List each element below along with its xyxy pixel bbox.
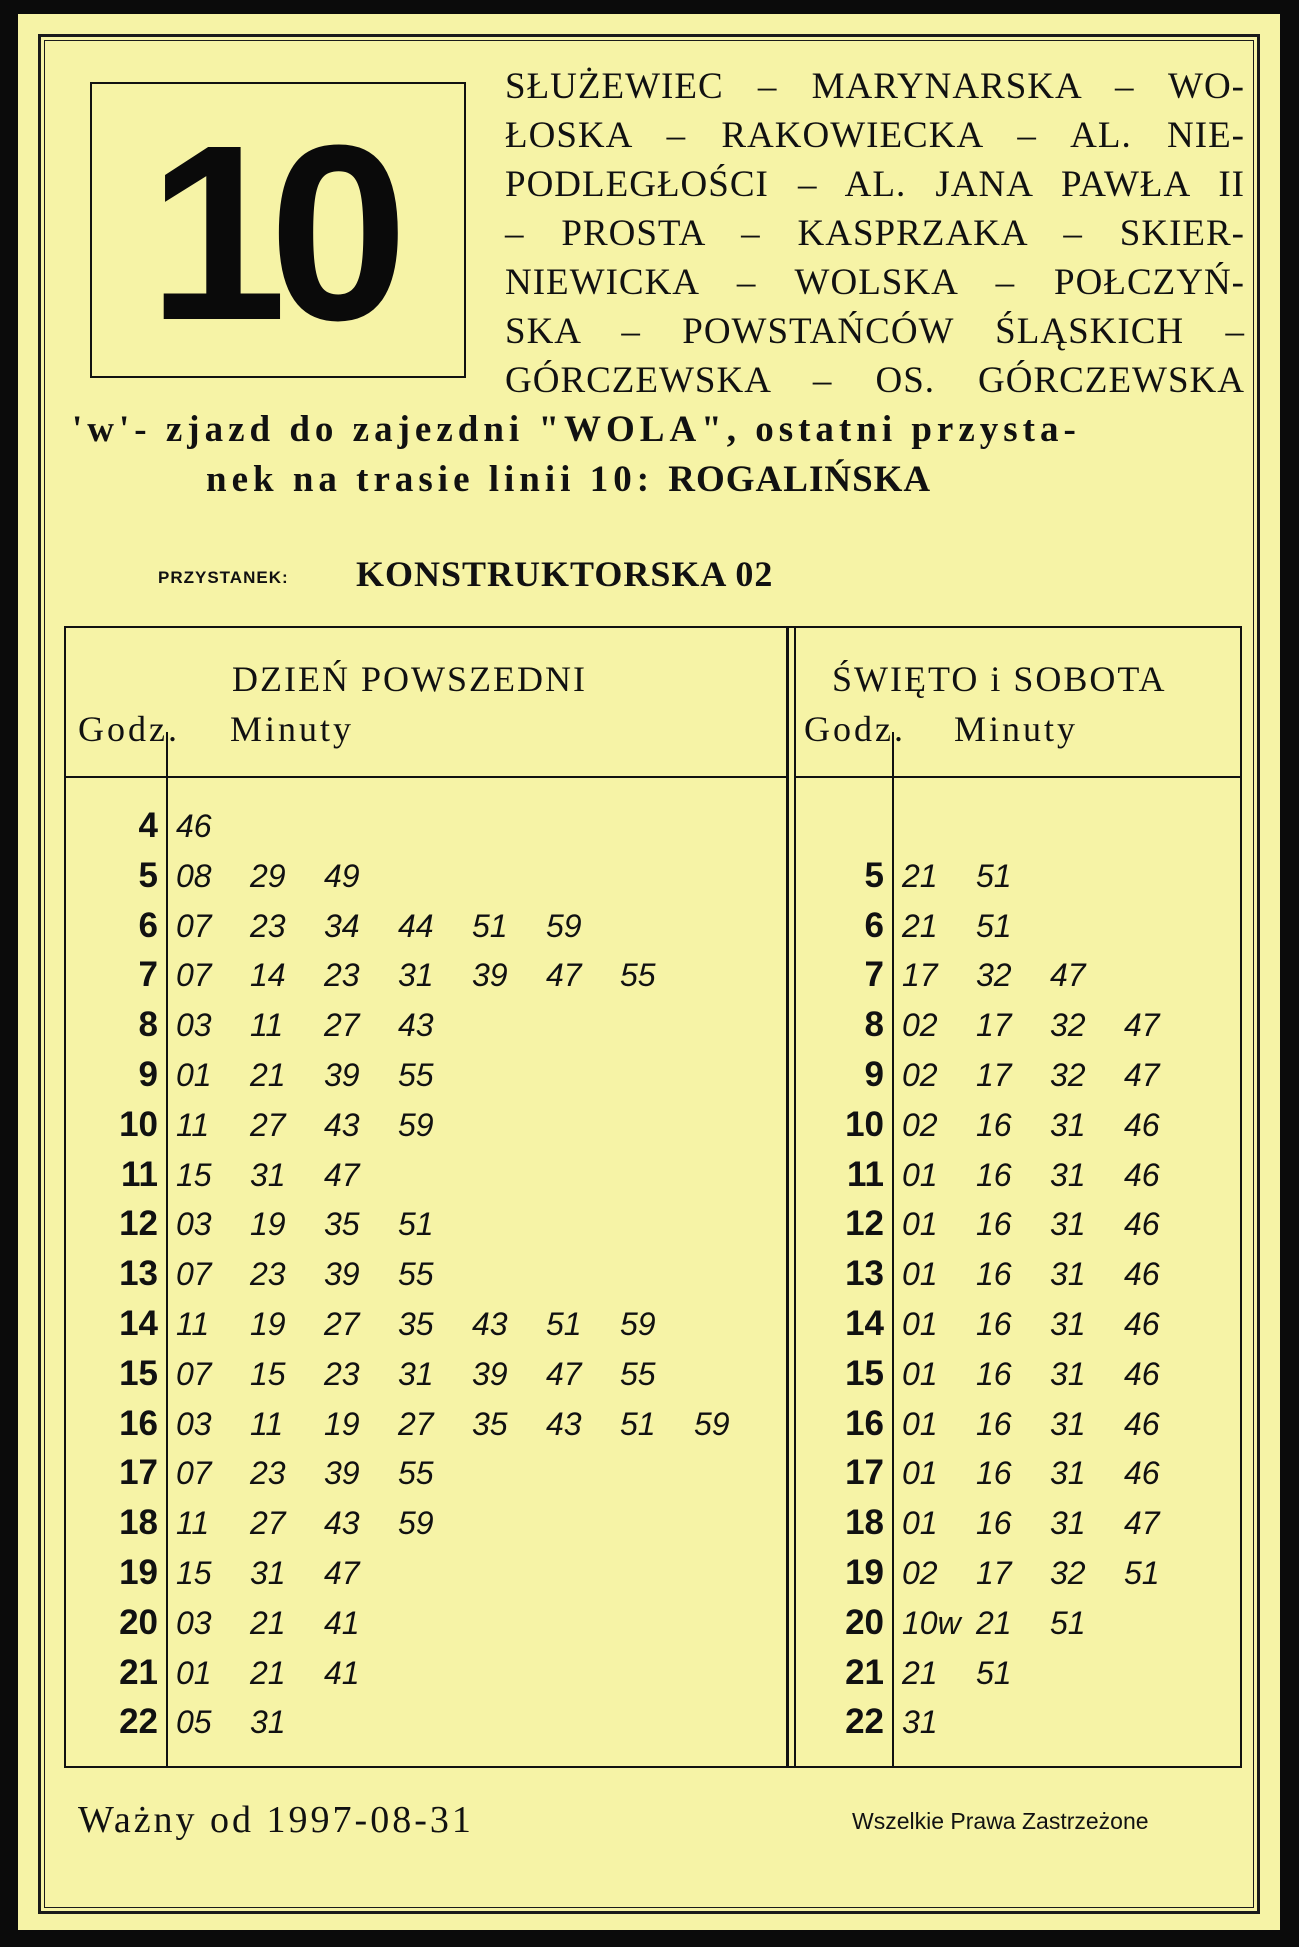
departure-minute: 47 xyxy=(1124,1505,1160,1541)
departure-minute: 31 xyxy=(1050,1206,1086,1242)
departure-minute: 21 xyxy=(902,858,938,894)
departure-minute: 16 xyxy=(976,1107,1012,1143)
departure-minute: 27 xyxy=(324,1007,360,1043)
departure-minute: 31 xyxy=(1050,1256,1086,1292)
departure-minute: 51 xyxy=(976,858,1012,894)
departure-minute: 21 xyxy=(976,1605,1012,1641)
departure-minute: 15 xyxy=(176,1555,212,1591)
departure-minute: 51 xyxy=(398,1206,434,1242)
departure-minute: 15 xyxy=(176,1157,212,1193)
departure-minute: 01 xyxy=(902,1206,938,1242)
departure-minute: 39 xyxy=(324,1455,360,1491)
line-number-box xyxy=(90,82,466,378)
departure-minute: 59 xyxy=(694,1406,730,1442)
departure-minute: 46 xyxy=(1124,1455,1160,1491)
departure-minute: 01 xyxy=(902,1356,938,1392)
weekday-minutes xyxy=(176,1105,472,1145)
departure-minute: 19 xyxy=(250,1206,286,1242)
weekday-minutes xyxy=(176,955,694,995)
stop-label: PRZYSTANEK: xyxy=(158,568,289,587)
departure-minute: 07 xyxy=(176,1356,212,1392)
departure-minute: 43 xyxy=(472,1306,508,1342)
departure-minute: 55 xyxy=(620,957,656,993)
depot-note-line: 'w'- zjazd do zajezdni "WOLA", ostatni przysta- xyxy=(72,409,1081,450)
departure-minute: 03 xyxy=(176,1007,212,1043)
departure-minute: 01 xyxy=(902,1455,938,1491)
route-line: SŁUŻEWIEC – MARYNARSKA – WO- xyxy=(505,66,1245,107)
departure-minute: 55 xyxy=(398,1455,434,1491)
departure-minute: 21 xyxy=(250,1655,286,1691)
departure-minute: 39 xyxy=(324,1057,360,1093)
departure-minute: 17 xyxy=(976,1057,1012,1093)
departure-minute: 23 xyxy=(324,957,360,993)
weekday-minutes xyxy=(176,1653,398,1693)
departure-minute: 07 xyxy=(176,908,212,944)
holiday-minutes xyxy=(902,1204,1198,1244)
departure-minute: 39 xyxy=(472,957,508,993)
departure-minute: 21 xyxy=(902,908,938,944)
weekday-hour: 18 xyxy=(119,1503,158,1542)
weekday-hour: 12 xyxy=(119,1204,158,1243)
departure-minute: 32 xyxy=(1050,1555,1086,1591)
departure-minute: 47 xyxy=(546,957,582,993)
holiday-hour: 8 xyxy=(864,1005,884,1044)
departure-minute: 35 xyxy=(398,1306,434,1342)
route-line: GÓRCZEWSKA – OS. GÓRCZEWSKA xyxy=(505,360,1245,401)
departure-minute: 21 xyxy=(902,1655,938,1691)
departure-minute: 51 xyxy=(1050,1605,1086,1641)
departure-minute: 31 xyxy=(1050,1505,1086,1541)
departure-minute: 44 xyxy=(398,908,434,944)
weekday-minutes xyxy=(176,1702,324,1742)
departure-minute: 23 xyxy=(250,1256,286,1292)
weekday-minutes xyxy=(176,1354,694,1394)
weekday-hour: 4 xyxy=(138,806,158,845)
route-line: ŁOSKA – RAKOWIECKA – AL. NIE- xyxy=(505,115,1245,156)
departure-minute: 51 xyxy=(1124,1555,1160,1591)
departure-minute: 31 xyxy=(1050,1455,1086,1491)
weekday-minutes xyxy=(176,1254,472,1294)
departure-minute: 51 xyxy=(976,1655,1012,1691)
departure-minute: 07 xyxy=(176,1455,212,1491)
holiday-minutes xyxy=(902,1155,1198,1195)
departure-minute: 46 xyxy=(1124,1157,1160,1193)
holiday-hour: 15 xyxy=(845,1354,884,1393)
departure-minute: 35 xyxy=(324,1206,360,1242)
weekday-minutes xyxy=(176,1055,472,1095)
holiday-minutes xyxy=(902,1404,1198,1444)
departure-minute: 01 xyxy=(902,1505,938,1541)
holiday-minutes xyxy=(902,1603,1124,1643)
departure-minute: 31 xyxy=(250,1555,286,1591)
weekday-hour: 6 xyxy=(138,906,158,945)
departure-minute: 47 xyxy=(1124,1057,1160,1093)
route-line: – PROSTA – KASPRZAKA – SKIER- xyxy=(505,213,1245,254)
holiday-minutes xyxy=(902,856,1050,896)
depot-last-stop: ROGALIŃSKA xyxy=(668,459,932,500)
holiday-hour: 22 xyxy=(845,1702,884,1741)
departure-minute: 46 xyxy=(1124,1256,1160,1292)
header-rule xyxy=(796,776,1242,778)
departure-minute: 17 xyxy=(976,1007,1012,1043)
hour-divider xyxy=(166,732,168,1766)
holiday-minutes xyxy=(902,1055,1198,1095)
holiday-hour: 16 xyxy=(845,1404,884,1443)
departure-minute: 11 xyxy=(176,1306,210,1342)
holiday-hour: 20 xyxy=(845,1603,884,1642)
departure-minute: 16 xyxy=(976,1455,1012,1491)
weekday-minutes xyxy=(176,806,250,846)
departure-minute: 27 xyxy=(250,1107,286,1143)
departure-minute: 59 xyxy=(546,908,582,944)
departure-minute: 03 xyxy=(176,1206,212,1242)
departure-minute: 59 xyxy=(398,1107,434,1143)
departure-minute: 01 xyxy=(902,1256,938,1292)
departure-minute: 59 xyxy=(398,1505,434,1541)
holiday-minutes xyxy=(902,906,1050,946)
departure-minute: 32 xyxy=(1050,1057,1086,1093)
depot-note-line xyxy=(72,455,1252,505)
departure-minute: 23 xyxy=(250,1455,286,1491)
holiday-minutes xyxy=(902,1653,1050,1693)
departure-minute: 49 xyxy=(324,858,360,894)
departure-minute: 39 xyxy=(472,1356,508,1392)
departure-minute: 21 xyxy=(250,1605,286,1641)
weekday-minutes xyxy=(176,1404,768,1444)
departure-minute: 17 xyxy=(902,957,938,993)
departure-minute: 51 xyxy=(546,1306,582,1342)
departure-minute: 07 xyxy=(176,1256,212,1292)
departure-minute: 43 xyxy=(324,1505,360,1541)
departure-minute: 32 xyxy=(976,957,1012,993)
holiday-minutes xyxy=(902,1354,1198,1394)
departure-minute: 55 xyxy=(398,1057,434,1093)
holiday-minutes xyxy=(902,1553,1198,1593)
weekday-minutes xyxy=(176,1304,694,1344)
weekday-hour: 22 xyxy=(119,1702,158,1741)
depot-note xyxy=(72,405,1252,505)
weekday-minutes xyxy=(176,856,398,896)
weekday-minutes xyxy=(176,1553,398,1593)
weekday-hour: 13 xyxy=(119,1254,158,1293)
holiday-hour: 17 xyxy=(845,1453,884,1492)
departure-minute: 03 xyxy=(176,1605,212,1641)
departure-minute: 15 xyxy=(250,1356,286,1392)
departure-minute: 31 xyxy=(250,1704,286,1740)
departure-minute: 16 xyxy=(976,1356,1012,1392)
departure-minute: 51 xyxy=(620,1406,656,1442)
depot-note-text: nek na trasie linii 10: xyxy=(206,459,669,500)
weekday-hour: 17 xyxy=(119,1453,158,1492)
departure-minute: 27 xyxy=(398,1406,434,1442)
valid-from: Ważny od 1997-08-31 xyxy=(78,1799,474,1841)
departure-minute: 47 xyxy=(546,1356,582,1392)
weekday-minutes xyxy=(176,1603,398,1643)
departure-minute: 47 xyxy=(324,1555,360,1591)
departure-minute: 31 xyxy=(1050,1107,1086,1143)
holiday-minutes xyxy=(902,1453,1198,1493)
departure-minute: 47 xyxy=(1124,1007,1160,1043)
departure-minute: 46 xyxy=(1124,1406,1160,1442)
departure-minute: 16 xyxy=(976,1157,1012,1193)
holiday-title: ŚWIĘTO i SOBOTA xyxy=(832,659,1167,699)
departure-minute: 11 xyxy=(250,1007,284,1043)
departure-minute: 07 xyxy=(176,957,212,993)
departure-minute: 34 xyxy=(324,908,360,944)
departure-minute: 16 xyxy=(976,1206,1012,1242)
departure-minute: 46 xyxy=(1124,1107,1160,1143)
departure-minute: 21 xyxy=(250,1057,286,1093)
weekday-minutes xyxy=(176,906,620,946)
departure-minute: 02 xyxy=(902,1007,938,1043)
departure-minute: 01 xyxy=(902,1406,938,1442)
weekday-hour: 14 xyxy=(119,1304,158,1343)
hour-divider xyxy=(892,732,894,1766)
departure-minute: 39 xyxy=(324,1256,360,1292)
route-line: PODLEGŁOŚCI – AL. JANA PAWŁA II xyxy=(505,164,1245,205)
departure-minute: 19 xyxy=(250,1306,286,1342)
weekday-hour-header: Godz. xyxy=(78,709,180,749)
holiday-hour-header: Godz. xyxy=(804,709,906,749)
weekday-hour: 9 xyxy=(138,1055,158,1094)
departure-minute: 43 xyxy=(546,1406,582,1442)
weekday-hour: 19 xyxy=(119,1553,158,1592)
departure-minute: 31 xyxy=(398,1356,434,1392)
weekday-hour: 8 xyxy=(138,1005,158,1044)
holiday-hour: 6 xyxy=(864,906,884,945)
departure-minute: 46 xyxy=(1124,1206,1160,1242)
weekday-hour: 21 xyxy=(119,1653,158,1692)
departure-minute: 43 xyxy=(324,1107,360,1143)
route-line: SKA – POWSTAŃCÓW ŚLĄSKICH – xyxy=(505,311,1245,352)
departure-minute: 23 xyxy=(250,908,286,944)
rights-notice: Wszelkie Prawa Zastrzeżone xyxy=(852,1808,1149,1834)
holiday-hour: 14 xyxy=(845,1304,884,1343)
stop-name: KONSTRUKTORSKA 02 xyxy=(356,554,774,594)
departure-minute: 51 xyxy=(472,908,508,944)
weekday-minutes xyxy=(176,1204,472,1244)
section-divider xyxy=(794,628,796,1766)
holiday-hour: 9 xyxy=(864,1055,884,1094)
timetable xyxy=(64,626,1242,1768)
holiday-minutes xyxy=(902,1304,1198,1344)
weekday-title: DZIEŃ POWSZEDNI xyxy=(232,659,587,699)
departure-minute: 03 xyxy=(176,1406,212,1442)
departure-minute: 11 xyxy=(176,1107,210,1143)
header-rule xyxy=(66,776,788,778)
departure-minute: 31 xyxy=(1050,1406,1086,1442)
departure-minute: 16 xyxy=(976,1505,1012,1541)
departure-minute: 01 xyxy=(902,1306,938,1342)
weekday-minutes xyxy=(176,1155,398,1195)
section-divider xyxy=(786,628,789,1766)
weekday-hour: 20 xyxy=(119,1603,158,1642)
holiday-hour: 5 xyxy=(864,856,884,895)
departure-minute: 55 xyxy=(398,1256,434,1292)
departure-minute: 47 xyxy=(1050,957,1086,993)
departure-minute: 51 xyxy=(976,908,1012,944)
departure-minute: 29 xyxy=(250,858,286,894)
holiday-minutes xyxy=(902,1105,1198,1145)
departure-minute: 02 xyxy=(902,1057,938,1093)
holiday-hour: 12 xyxy=(845,1204,884,1243)
holiday-hour: 18 xyxy=(845,1503,884,1542)
weekday-hour: 10 xyxy=(119,1105,158,1144)
holiday-hour: 11 xyxy=(847,1155,884,1194)
route-line: NIEWICKA – WOLSKA – POŁCZYŃ- xyxy=(505,262,1245,303)
holiday-hour: 10 xyxy=(845,1105,884,1144)
departure-minute: 10w xyxy=(902,1605,961,1641)
weekday-minutes-header: Minuty xyxy=(230,709,355,749)
departure-minute: 01 xyxy=(902,1157,938,1193)
departure-minute: 55 xyxy=(620,1356,656,1392)
departure-minute: 16 xyxy=(976,1256,1012,1292)
departure-minute: 31 xyxy=(398,957,434,993)
holiday-minutes xyxy=(902,1005,1198,1045)
departure-minute: 31 xyxy=(902,1704,938,1740)
departure-minute: 47 xyxy=(324,1157,360,1193)
departure-minute: 31 xyxy=(1050,1157,1086,1193)
departure-minute: 16 xyxy=(976,1406,1012,1442)
departure-minute: 17 xyxy=(976,1555,1012,1591)
departure-minute: 41 xyxy=(324,1655,360,1691)
holiday-hour: 21 xyxy=(845,1653,884,1692)
departure-minute: 19 xyxy=(324,1406,360,1442)
holiday-minutes xyxy=(902,1503,1198,1543)
weekday-minutes xyxy=(176,1453,472,1493)
departure-minute: 31 xyxy=(1050,1356,1086,1392)
holiday-minutes xyxy=(902,1254,1198,1294)
departure-minute: 01 xyxy=(176,1057,212,1093)
weekday-hour: 16 xyxy=(119,1404,158,1443)
holiday-hour: 19 xyxy=(845,1553,884,1592)
departure-minute: 46 xyxy=(1124,1306,1160,1342)
departure-minute: 43 xyxy=(398,1007,434,1043)
departure-minute: 14 xyxy=(250,957,286,993)
holiday-minutes xyxy=(902,1702,976,1742)
weekday-hour: 5 xyxy=(138,856,158,895)
departure-minute: 02 xyxy=(902,1555,938,1591)
departure-minute: 23 xyxy=(324,1356,360,1392)
departure-minute: 46 xyxy=(176,808,212,844)
weekday-minutes xyxy=(176,1005,472,1045)
weekday-hour: 7 xyxy=(138,955,158,994)
departure-minute: 02 xyxy=(902,1107,938,1143)
departure-minute: 59 xyxy=(620,1306,656,1342)
holiday-hour: 7 xyxy=(864,955,884,994)
departure-minute: 31 xyxy=(1050,1306,1086,1342)
holiday-hour: 13 xyxy=(845,1254,884,1293)
departure-minute: 11 xyxy=(176,1505,210,1541)
holiday-minutes-header: Minuty xyxy=(954,709,1079,749)
departure-minute: 08 xyxy=(176,858,212,894)
departure-minute: 27 xyxy=(250,1505,286,1541)
departure-minute: 32 xyxy=(1050,1007,1086,1043)
departure-minute: 16 xyxy=(976,1306,1012,1342)
route-description xyxy=(505,62,1245,405)
departure-minute: 46 xyxy=(1124,1356,1160,1392)
departure-minute: 05 xyxy=(176,1704,212,1740)
weekday-hour: 11 xyxy=(121,1155,158,1194)
weekday-minutes xyxy=(176,1503,472,1543)
departure-minute: 27 xyxy=(324,1306,360,1342)
departure-minute: 31 xyxy=(250,1157,286,1193)
departure-minute: 11 xyxy=(250,1406,284,1442)
weekday-hour: 15 xyxy=(119,1354,158,1393)
holiday-minutes xyxy=(902,955,1124,995)
departure-minute: 01 xyxy=(176,1655,212,1691)
departure-minute: 41 xyxy=(324,1605,360,1641)
departure-minute: 35 xyxy=(472,1406,508,1442)
line-number: 10 xyxy=(147,93,391,372)
